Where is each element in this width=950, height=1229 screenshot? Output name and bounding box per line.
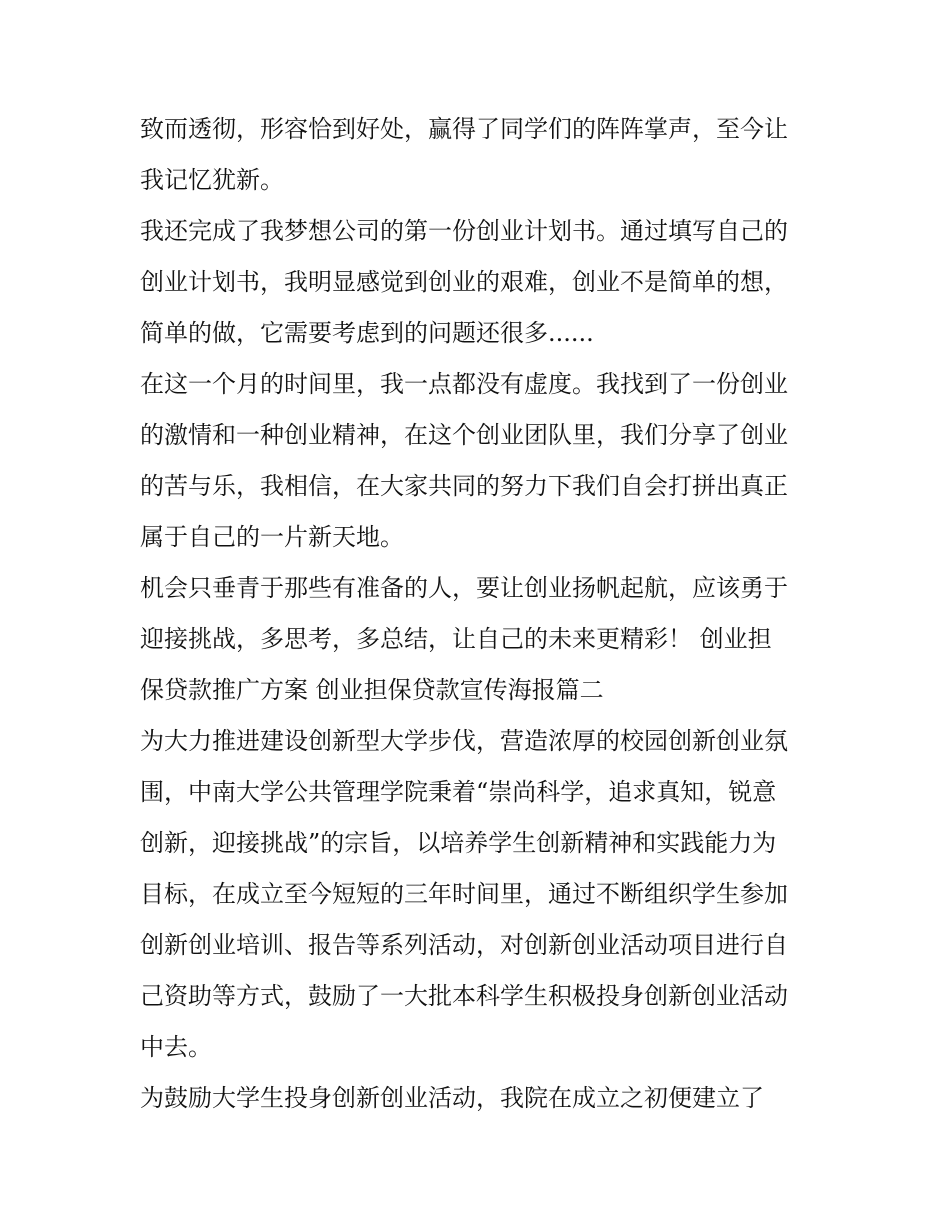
text-line: 创新，迎接挑战”的宗旨，以培养学生创新精神和实践能力为 bbox=[140, 829, 777, 857]
text-line: 为大力推进建设创新型大学步伐，营造浓厚的校园创新创业氛 bbox=[140, 727, 788, 755]
text-line: 我还完成了我梦想公司的第一份创业计划书。通过填写自己的 bbox=[140, 217, 788, 245]
text-line: 迎接挑战，多思考，多总结，让自己的未来更精彩！ 创业担 bbox=[140, 625, 772, 653]
text-line: 的激情和一种创业精神，在这个创业团队里，我们分享了创业 bbox=[140, 421, 788, 449]
text-line: 创业计划书，我明显感觉到创业的艰难，创业不是简单的想， bbox=[140, 268, 788, 296]
text-line: 保贷款推广方案 创业担保贷款宣传海报篇二 bbox=[140, 676, 604, 704]
document-body bbox=[140, 104, 820, 1124]
text-line: 致而透彻，形容恰到好处，赢得了同学们的阵阵掌声，至今让 bbox=[140, 115, 788, 143]
text-line: 围，中南大学公共管理学院秉着“崇尚科学，追求真知，锐意 bbox=[140, 778, 777, 806]
text-line: 为鼓励大学生投身创新创业活动，我院在成立之初便建立了 bbox=[140, 1084, 764, 1112]
text-line: 在这一个月的时间里，我一点都没有虚度。我找到了一份创业 bbox=[140, 370, 788, 398]
text-line: 属于自己的一片新天地。 bbox=[140, 523, 404, 551]
text-line: 目标，在成立至今短短的三年时间里，通过不断组织学生参加 bbox=[140, 880, 788, 908]
text-line: 的苦与乐，我相信，在大家共同的努力下我们自会打拼出真正 bbox=[140, 472, 788, 500]
text-line: 中去。 bbox=[140, 1033, 212, 1061]
text-line: 创新创业培训、报告等系列活动，对创新创业活动项目进行自 bbox=[140, 931, 788, 959]
text-line: 简单的做，它需要考虑到的问题还很多...... bbox=[140, 319, 594, 347]
text-line: 己资助等方式，鼓励了一大批本科学生积极投身创新创业活动 bbox=[140, 982, 788, 1010]
text-line: 机会只垂青于那些有准备的人，要让创业扬帆起航，应该勇于 bbox=[140, 574, 788, 602]
text-line: 我记忆犹新。 bbox=[140, 166, 284, 194]
